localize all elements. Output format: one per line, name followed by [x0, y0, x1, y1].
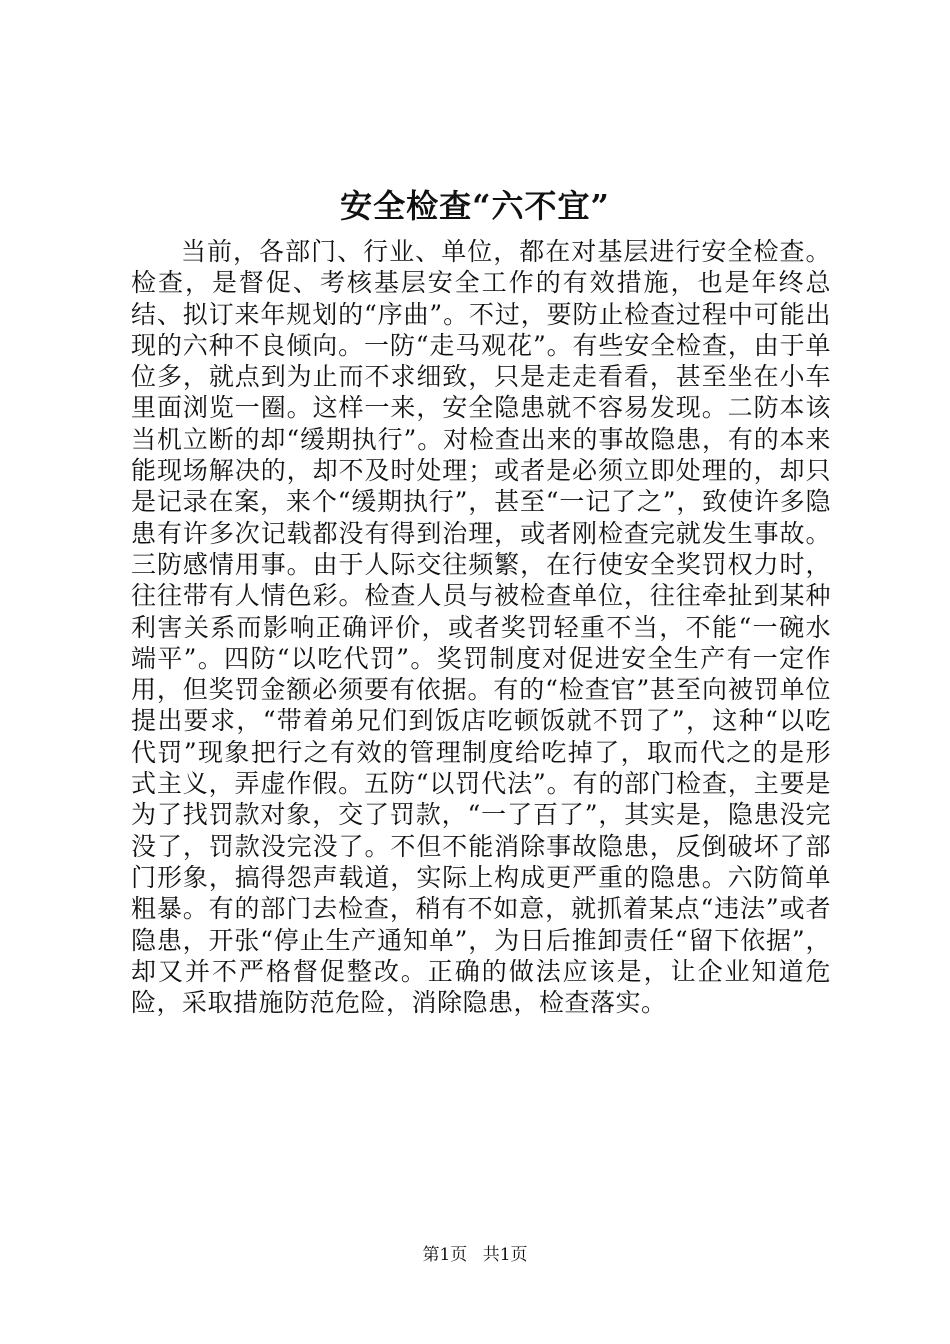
page-total: 共1页	[482, 1245, 528, 1265]
document-title: 安全检查“六不宜”	[340, 187, 610, 225]
page-number: 第1页	[422, 1245, 468, 1265]
page-footer	[0, 1243, 950, 1267]
document-body: 当前，各部门、行业、单位，都在对基层进行安全检查。检查，是督促、考核基层安全工作的有效措施，也是年终总结、拟订来年规划的“序曲”。不过，要防止检查过程中可能出现的六种不良倾向。一防“走马观花”。有些安全检查，由于单位多，就点到为止而不求细致，只是走走看看，甚至坐在小车里面浏览一圈。这样一来，安全隐患就不容易发现。二防本该当机立断的却“缓期执行”。对检查出来的事故隐患，有的本来能现场解决的，却不及时处理；或者是必须立即处理的，却只是记录在案，来个“缓期执行”，甚至“一记了之”，致使许多隐患有许多次记载都没有得到治理，或者刚检查完就发生事故。三防感情用事。由于人际交往频繁，在行使安全奖罚权力时，往往带有人情色彩。检查人员与被检查单位，往往牵扯到某种利害关系而影响正确评价，或者奖罚轻重不当，不能“一碗水端平”。四防“以吃代罚”。奖罚制度对促进安全生产有一定作用，但奖罚金额必须要有依据。有的“检查官”甚至向被罚单位提出要求，“带着弟兄们到饭店吃顿饭就不罚了”，这种“以吃代罚”现象把行之有效的管理制度给吃掉了，取而代之的是形式主义，弄虚作假。五防“以罚代法”。有的部门检查，主要是为了找罚款对象，交了罚款，“一了百了”，其实是，隐患没完没了，罚款没完没了。不但不能消除事故隐患，反倒破坏了部门形象，搞得怨声载道，实际上构成更严重的隐患。六防简单粗暴。有的部门去检查，稍有不如意，就抓着某点“违法”或者隐患，开张“停止生产通知单”，为日后推卸责任“留下依据”，却又并不严格督促整改。正确的做法应该是，让企业知道危险，采取措施防范危险，消除隐患，检查落实。	[131, 237, 831, 1018]
